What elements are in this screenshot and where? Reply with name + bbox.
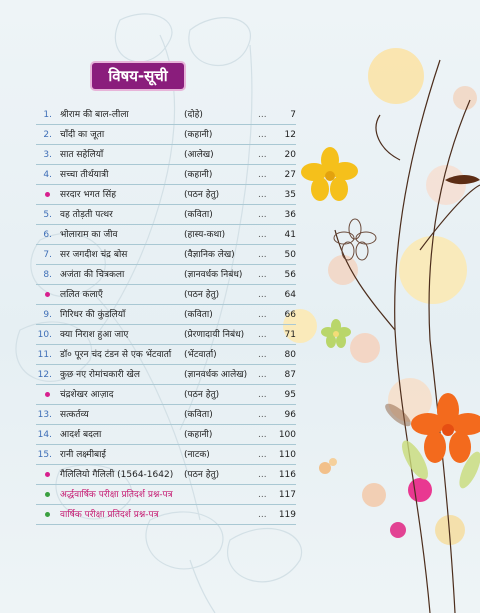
chapter-title: रानी लक्ष्मीबाई bbox=[60, 450, 106, 460]
chapter-title: कुछ नए रोमांचकारी खेल bbox=[60, 370, 140, 380]
chapter-number: 6. bbox=[43, 230, 52, 240]
toc-entry-reading[interactable] bbox=[36, 466, 296, 485]
leader-dots: ... bbox=[258, 350, 267, 360]
page-number: 116 bbox=[278, 470, 296, 480]
toc-entry[interactable] bbox=[36, 146, 296, 165]
page-number: 50 bbox=[284, 250, 296, 260]
page-number: 36 bbox=[284, 210, 296, 220]
leader-dots: ... bbox=[258, 290, 267, 300]
toc-entry[interactable] bbox=[36, 106, 296, 125]
pink-bullet-icon bbox=[45, 192, 50, 197]
chapter-number: 3. bbox=[43, 150, 52, 160]
chapter-title: श्रीराम की बाल-लीला bbox=[60, 110, 129, 120]
page-number: 110 bbox=[278, 450, 296, 460]
pink-bullet-icon bbox=[45, 292, 50, 297]
leader-dots: ... bbox=[258, 470, 267, 480]
page-number: 66 bbox=[284, 310, 296, 320]
chapter-genre: (पठन हेतु) bbox=[184, 470, 220, 480]
chapter-number: 13. bbox=[37, 410, 52, 420]
toc-entry-reading[interactable] bbox=[36, 386, 296, 405]
chapter-genre: (प्रेरणादायी निबंध) bbox=[184, 330, 245, 340]
chapter-title: वार्षिक परीक्षा प्रतिदर्श प्रश्न-पत्र bbox=[60, 510, 159, 520]
leader-dots: ... bbox=[258, 490, 267, 500]
leader-dots: ... bbox=[258, 390, 267, 400]
chapter-title: वह तोड़ती पत्थर bbox=[60, 210, 113, 220]
toc-entry[interactable] bbox=[36, 346, 296, 365]
chapter-title: सच्चा तीर्थयात्री bbox=[60, 170, 109, 180]
contents-title: विषय-सूची bbox=[108, 66, 168, 85]
toc-entry[interactable] bbox=[36, 206, 296, 225]
page-number: 27 bbox=[284, 170, 296, 180]
leader-dots: ... bbox=[258, 310, 267, 320]
chapter-number: 12. bbox=[37, 370, 52, 380]
chapter-genre: (दोहे) bbox=[184, 110, 203, 120]
chapter-title: चाँदी का जूता bbox=[60, 130, 105, 140]
chapter-title: सर जगदीश चंद्र बोस bbox=[60, 250, 128, 260]
chapter-genre: (कहानी) bbox=[184, 130, 213, 140]
toc-entry[interactable] bbox=[36, 166, 296, 185]
leader-dots: ... bbox=[258, 250, 267, 260]
chapter-genre: (ज्ञानवर्धक आलेख) bbox=[184, 370, 248, 380]
green-bullet-icon bbox=[45, 512, 50, 517]
toc-entry-reading[interactable] bbox=[36, 186, 296, 205]
leader-dots: ... bbox=[258, 430, 267, 440]
chapter-title: ललित कलाएँ bbox=[60, 290, 103, 300]
contents-title-badge bbox=[92, 63, 184, 89]
chapter-title: गैलिलियो गैलिली (1564-1642) bbox=[60, 470, 174, 480]
chapter-genre: (कहानी) bbox=[184, 430, 213, 440]
leader-dots: ... bbox=[258, 230, 267, 240]
chapter-genre: (ज्ञानवर्धक निबंध) bbox=[184, 270, 243, 280]
chapter-number: 10. bbox=[37, 330, 52, 340]
page-number: 41 bbox=[284, 230, 296, 240]
page-number: 95 bbox=[284, 390, 296, 400]
chapter-genre: (कविता) bbox=[184, 410, 213, 420]
page-number: 80 bbox=[284, 350, 296, 360]
page-number: 12 bbox=[284, 130, 296, 140]
toc-entry[interactable] bbox=[36, 426, 296, 445]
chapter-number: 7. bbox=[43, 250, 52, 260]
chapter-genre: (नाटक) bbox=[184, 450, 210, 460]
leader-dots: ... bbox=[258, 270, 267, 280]
chapter-number: 15. bbox=[37, 450, 52, 460]
page-number: 64 bbox=[284, 290, 296, 300]
toc-entry-exam-paper[interactable] bbox=[36, 506, 296, 525]
chapter-number: 4. bbox=[43, 170, 52, 180]
leader-dots: ... bbox=[258, 330, 267, 340]
chapter-number: 2. bbox=[43, 130, 52, 140]
chapter-genre: (वैज्ञानिक लेख) bbox=[184, 250, 235, 260]
chapter-title: क्या निराश हुआ जाए bbox=[60, 330, 129, 340]
chapter-genre: (पठन हेतु) bbox=[184, 290, 220, 300]
leader-dots: ... bbox=[258, 170, 267, 180]
chapter-genre: (हास्य-कथा) bbox=[184, 230, 226, 240]
toc-entry-exam-paper[interactable] bbox=[36, 486, 296, 505]
chapter-title: अर्द्धवार्षिक परीक्षा प्रतिदर्श प्रश्न-पत्र bbox=[60, 490, 173, 500]
page-number: 7 bbox=[290, 110, 296, 120]
toc-entry[interactable] bbox=[36, 406, 296, 425]
pink-bullet-icon bbox=[45, 392, 50, 397]
chapter-title: चंद्रशेखर आज़ाद bbox=[60, 390, 114, 400]
chapter-number: 9. bbox=[43, 310, 52, 320]
toc-entry[interactable] bbox=[36, 326, 296, 345]
page-number: 87 bbox=[284, 370, 296, 380]
chapter-number: 8. bbox=[43, 270, 52, 280]
leader-dots: ... bbox=[258, 150, 267, 160]
chapter-genre: (पठन हेतु) bbox=[184, 190, 220, 200]
leader-dots: ... bbox=[258, 110, 267, 120]
chapter-title: सात सहेलियाँ bbox=[60, 150, 104, 160]
chapter-number: 14. bbox=[37, 430, 52, 440]
page-number: 96 bbox=[284, 410, 296, 420]
chapter-title: अजंता की चित्रकला bbox=[60, 270, 125, 280]
leader-dots: ... bbox=[258, 190, 267, 200]
toc-entry[interactable] bbox=[36, 266, 296, 285]
toc-entry[interactable] bbox=[36, 446, 296, 465]
leader-dots: ... bbox=[258, 450, 267, 460]
chapter-title: डॉ० पूरन चंद टंडन से एक भेंटवार्ता bbox=[60, 350, 172, 360]
leader-dots: ... bbox=[258, 210, 267, 220]
toc-entry[interactable] bbox=[36, 226, 296, 245]
leader-dots: ... bbox=[258, 410, 267, 420]
page-number: 100 bbox=[278, 430, 296, 440]
chapter-title: सरदार भगत सिंह bbox=[60, 190, 116, 200]
page-number: 35 bbox=[284, 190, 296, 200]
chapter-genre: (आलेख) bbox=[184, 150, 214, 160]
page-number: 71 bbox=[284, 330, 296, 340]
chapter-genre: (पठन हेतु) bbox=[184, 390, 220, 400]
toc-entry[interactable] bbox=[36, 366, 296, 385]
toc-entry[interactable] bbox=[36, 126, 296, 145]
chapter-number: 1. bbox=[43, 110, 52, 120]
chapter-genre: (कविता) bbox=[184, 310, 213, 320]
page-number: 119 bbox=[278, 510, 296, 520]
chapter-genre: (भेंटवार्ता) bbox=[184, 350, 217, 360]
green-bullet-icon bbox=[45, 492, 50, 497]
leader-dots: ... bbox=[258, 130, 267, 140]
chapter-genre: (कहानी) bbox=[184, 170, 213, 180]
chapter-number: 5. bbox=[43, 210, 52, 220]
chapter-title: आदर्श बदला bbox=[60, 430, 102, 440]
chapter-title: भोलाराम का जीव bbox=[60, 230, 118, 240]
chapter-title: सत्कर्तव्य bbox=[60, 410, 89, 420]
leader-dots: ... bbox=[258, 370, 267, 380]
page-number: 20 bbox=[284, 150, 296, 160]
leader-dots: ... bbox=[258, 510, 267, 520]
page-number: 117 bbox=[278, 490, 296, 500]
pink-bullet-icon bbox=[45, 472, 50, 477]
chapter-genre: (कविता) bbox=[184, 210, 213, 220]
toc-entry[interactable] bbox=[36, 306, 296, 325]
chapter-title: गिरिधर की कुंडलियाँ bbox=[60, 310, 126, 320]
chapter-number: 11. bbox=[37, 350, 52, 360]
page-number: 56 bbox=[284, 270, 296, 280]
toc-entry[interactable] bbox=[36, 246, 296, 265]
toc-entry-reading[interactable] bbox=[36, 286, 296, 305]
